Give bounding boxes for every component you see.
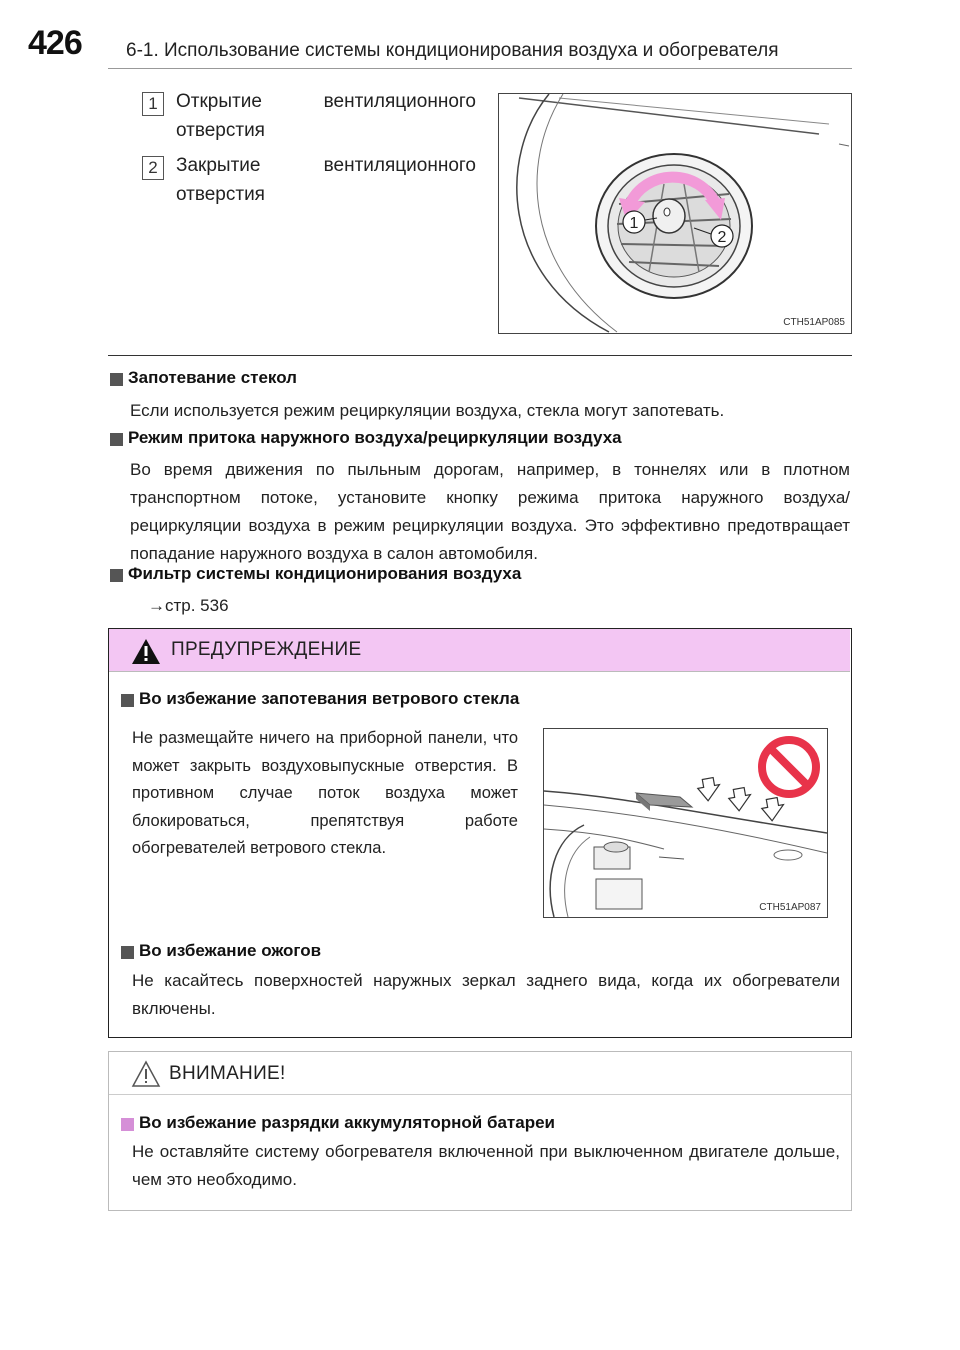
caution-item-body: Не оставляйте систему обогревателя включенной при выключенном двигателе дольше, чем это необходимо. bbox=[132, 1142, 840, 1189]
header-divider bbox=[108, 68, 852, 69]
callout-text-close: Закрытие вентиляционного отверстия bbox=[176, 155, 476, 205]
dashboard-figure-code: CTH51AP087 bbox=[759, 902, 821, 913]
warning-triangle-icon bbox=[131, 638, 161, 665]
warning-title: ПРЕДУПРЕЖДЕНИЕ bbox=[171, 639, 362, 660]
section-bullet bbox=[110, 433, 123, 446]
callout-number-2: 2 bbox=[142, 156, 164, 180]
vent-callout-2: 2 bbox=[717, 229, 727, 246]
caution-bullet bbox=[121, 1118, 134, 1131]
section-bullet bbox=[110, 373, 123, 386]
section-title-air-mode: Режим притока наружного воздуха/рециркуляции воздуха bbox=[128, 428, 622, 447]
section-title-filter: Фильтр системы кондиционирования воздуха bbox=[128, 564, 522, 583]
vent-illustration bbox=[498, 93, 852, 334]
caution-header bbox=[109, 1052, 851, 1095]
caution-triangle-icon bbox=[131, 1060, 161, 1088]
caution-title: ВНИМАНИЕ! bbox=[169, 1063, 286, 1084]
page-number: 426 bbox=[28, 24, 82, 62]
vent-drawing bbox=[499, 94, 851, 333]
warning-box bbox=[108, 628, 852, 1038]
warning-bullet bbox=[121, 946, 134, 959]
warning-item1-body: Не размещайте ничего на приборной панели, что может закрыть воздуховыпускные отверстия. В противном случае поток воздуха может блокироваться, препятствуя работе обогревателей ветрового стекла. bbox=[132, 729, 518, 857]
vent-callout-1: 1 bbox=[629, 215, 639, 232]
section-bullet bbox=[110, 569, 123, 582]
section-title-fogging: Запотевание стекол bbox=[128, 368, 297, 387]
callout-text-open: Открытие вентиляционного отверстия bbox=[176, 91, 476, 141]
dashboard-drawing bbox=[544, 729, 827, 917]
callout-number-1: 1 bbox=[142, 92, 164, 116]
dashboard-illustration bbox=[543, 728, 828, 918]
warning-item2-body: Не касайтесь поверхностей наружных зеркал заднего вида, когда их обогреватели включены. bbox=[132, 971, 840, 1018]
vent-figure-code: CTH51AP085 bbox=[783, 317, 845, 328]
section-body-air-mode: Во время движения по пыльным дорогам, например, в тоннелях или в плотном транспортном потоке, установите кнопку режима притока наружного воздуха/рециркуляции воздуха в режим рециркуляции воздуха. Это эффективно предотвращает попадание наружного воздуха в салон автомобиля. bbox=[130, 460, 850, 563]
warning-header bbox=[109, 629, 850, 672]
section-body-fogging: Если используется режим рециркуляции воздуха, стекла могут запотевать. bbox=[130, 401, 725, 420]
warning-item2-title: Во избежание ожогов bbox=[139, 941, 322, 960]
caution-box bbox=[108, 1051, 852, 1211]
warning-bullet bbox=[121, 694, 134, 707]
caution-item-title: Во избежание разрядки аккумуляторной батареи bbox=[139, 1113, 555, 1132]
section-divider bbox=[108, 355, 852, 356]
warning-item1-title: Во избежание запотевания ветрового стекла bbox=[139, 689, 520, 708]
chapter-title: 6-1. Использование системы кондиционирования воздуха и обогревателя bbox=[126, 40, 779, 61]
filter-page-link[interactable]: →стр. 536 bbox=[148, 596, 229, 615]
